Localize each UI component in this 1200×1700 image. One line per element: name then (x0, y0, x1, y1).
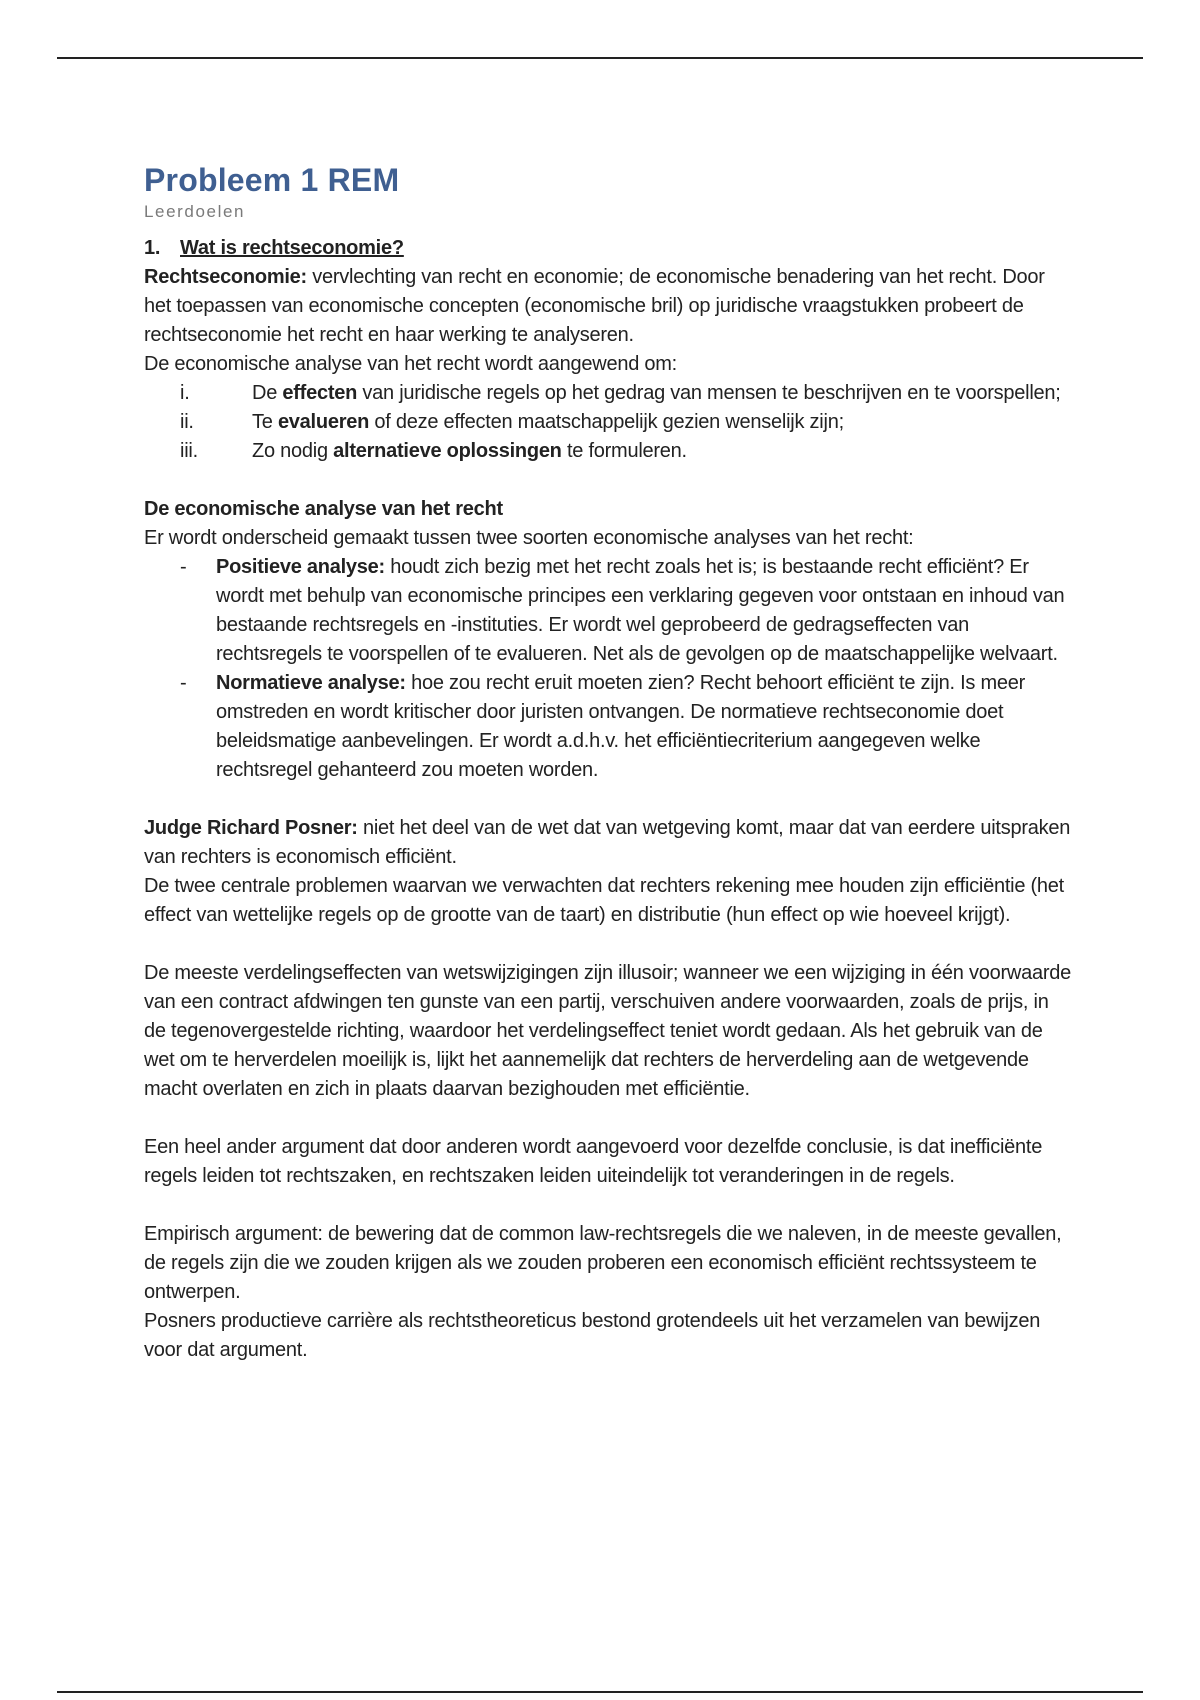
posner-term: Judge Richard Posner: (144, 817, 358, 839)
list-item: ii. Te evalueren of deze effecten maatschappelijk gezien wenselijk zijn; (144, 408, 1074, 437)
definition-text: vervlechting van recht en economie; de economische benadering van het recht. Door het toepassen van economische concepten (economische bril) op juridische vraagstukken probeert de rechtseconomie het recht en haar werking te analyseren. (144, 266, 1045, 346)
list-item: - Normatieve analyse: hoe zou recht eruit moeten zien? Recht behoort efficiënt te zijn. Is meer omstreden en wordt kritischer door juristen ontvangen. De normatieve rechtseconomie doet beleidsmatige aanbevelingen. Er wordt a.d.h.v. het efficiëntiecriterium aangegeven welke rechtsregel gehanteerd zou moeten worden. (144, 669, 1074, 785)
page-subtitle: Leerdoelen (144, 202, 246, 221)
list-item: iii. Zo nodig alternatieve oplossingen te formuleren. (144, 437, 1074, 466)
central-problems-paragraph: De twee centrale problemen waarvan we verwachten dat rechters rekening mee houden zijn efficiëntie (het effect van wettelijke regels op de grootte van de taart) en distributie (hun effect op wie hoeveel krijgt). (144, 875, 1064, 926)
list-marker: iii. (180, 440, 198, 462)
definition-paragraph (144, 263, 1074, 350)
list-marker: - (180, 556, 187, 578)
list-marker: ii. (180, 411, 194, 433)
question-number: 1. (144, 237, 161, 259)
purpose-list (144, 379, 1074, 466)
list-marker: - (180, 672, 187, 694)
document-body (144, 160, 1074, 1365)
list-marker: i. (180, 382, 190, 404)
page-title: Probleem 1 REM (144, 162, 400, 198)
section-intro: Er wordt onderscheid gemaakt tussen twee soorten economische analyses van het recht: (144, 527, 914, 549)
section-heading: De economische analyse van het recht (144, 498, 503, 520)
posner-paragraph: Judge Richard Posner: niet het deel van de wet dat van wetgeving komt, maar dat van eerdere uitspraken van rechters is economisch efficiënt. (144, 817, 1071, 868)
empirical-paragraph: Empirisch argument: de bewering dat de common law-rechtsregels die we naleven, in de meeste gevallen, de regels zijn die we zouden krijgen als we zouden proberen een economisch efficiënt rechtssysteem te ontwerpen. (144, 1223, 1062, 1303)
question-text: Wat is rechtseconomie? (180, 237, 404, 259)
distribution-paragraph: De meeste verdelingseffecten van wetswijzigingen zijn illusoir; wanneer we een wijziging in één voorwaarde van een contract afdwingen ten gunste van een partij, verschuiven andere voorwaarden, zoals de prijs, in de tegenovergestelde richting, waardoor het verdelingseffect teniet wordt gedaan. Als het gebruik van de wet om te herverdelen moeilijk is, lijkt het aannemelijk dat rechters de herverdeling aan de wetgevende macht overlaten en zich in plaats daarvan bezighouden met efficiëntie. (144, 962, 1071, 1100)
analysis-list (144, 553, 1074, 785)
career-paragraph: Posners productieve carrière als rechtstheoreticus bestond grotendeels uit het verzamelen van bewijzen voor dat argument. (144, 1310, 1041, 1361)
list-item: i. De effecten van juridische regels op het gedrag van mensen te beschrijven en te voorspellen; (144, 379, 1074, 408)
definition-term: Rechtseconomie: (144, 266, 307, 288)
footer-rule (57, 1691, 1143, 1693)
question-heading (144, 234, 1074, 263)
other-argument-paragraph: Een heel ander argument dat door anderen wordt aangevoerd voor dezelfde conclusie, is dat inefficiënte regels leiden tot rechtszaken, en rechtszaken leiden uiteindelijk tot veranderingen in de regels. (144, 1136, 1043, 1187)
header-rule (57, 57, 1143, 59)
list-item: - Positieve analyse: houdt zich bezig met het recht zoals het is; is bestaande recht efficiënt? Er wordt met behulp van economische principes een verklaring gegeven voor ontstaan en inhoud van bestaande rechtsregels en -instituties. Er wordt wel geprobeerd de gedragseffecten van rechtsregels te voorspellen of te evalueren. Net als de gevolgen op de maatschappelijke welvaart. (144, 553, 1074, 669)
analysis-intro: De economische analyse van het recht wordt aangewend om: (144, 353, 677, 375)
